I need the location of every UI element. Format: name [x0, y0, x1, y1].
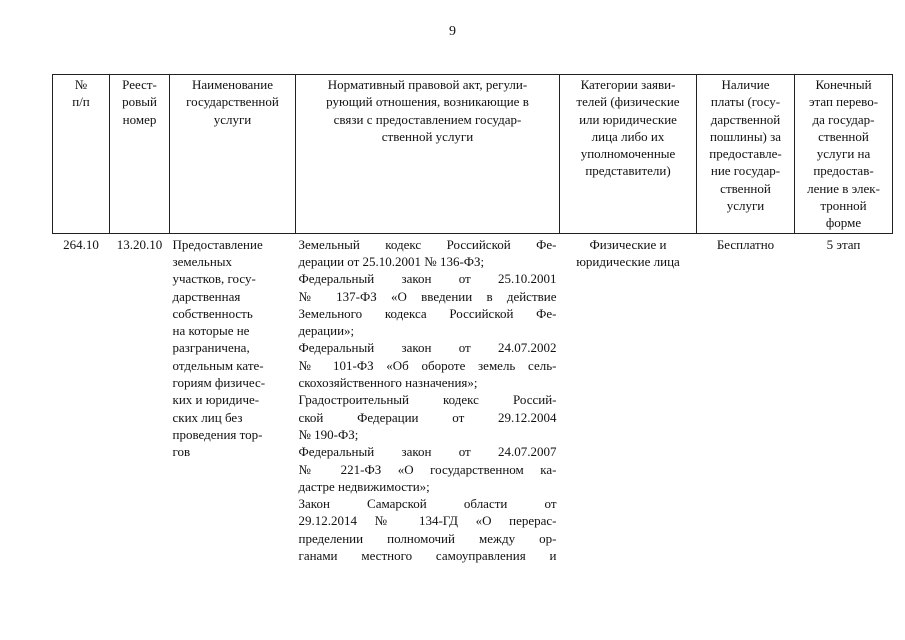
cell-final-stage: 5 этап — [826, 236, 861, 252]
text-line: услуги на — [816, 146, 871, 162]
services-table — [52, 74, 893, 564]
text-line: № 101-ФЗ «Об обороте земель сель- — [298, 357, 557, 373]
text-line: № 190-ФЗ; — [298, 426, 359, 442]
text-line: Земельный кодекс Российской Фе- — [298, 236, 557, 252]
text-line: гориям физичес- — [172, 375, 266, 391]
text-line: Реест- — [122, 77, 157, 92]
header-registry-number — [110, 75, 170, 234]
text-line: № 221-ФЗ «О государственном ка- — [298, 461, 557, 477]
text-line: тронной — [820, 198, 867, 214]
text-line: ких и юридиче- — [172, 392, 260, 408]
text-line: Градостроительный кодекс Россий- — [298, 392, 557, 408]
text-line: отдельным кате- — [172, 357, 264, 373]
text-line: ственной услуги — [381, 128, 474, 144]
text-line: номер — [122, 111, 157, 127]
text-line: дарственной — [710, 111, 781, 127]
text-line: дерации от 25.10.2001 № 136-ФЗ; — [298, 253, 485, 269]
text-line: услуги — [213, 111, 252, 127]
text-line: предоставле- — [709, 146, 782, 162]
text-line: Физические и — [589, 236, 667, 252]
text-line: ровый — [122, 94, 157, 110]
text-line: ской Федерации от 29.12.2004 — [298, 409, 557, 425]
text-line: этап перево- — [808, 94, 879, 110]
text-line: участков, госу- — [172, 271, 256, 287]
text-line: собственность — [172, 305, 253, 321]
text-line: государственной — [186, 94, 279, 110]
table-header-row — [53, 75, 893, 234]
text-line: телей (физические — [576, 94, 680, 110]
text-line: Предоставление — [172, 236, 263, 252]
text-line: рующий отношения, возникающие в — [326, 94, 529, 110]
text-line: дарственная — [172, 288, 241, 304]
header-applicant-categories — [560, 75, 697, 234]
text-line: представители) — [585, 163, 671, 179]
text-line: ственной — [720, 180, 771, 196]
header-service-name — [170, 75, 296, 234]
header-number — [53, 75, 110, 234]
header-final-stage — [795, 75, 893, 234]
text-line: да государ- — [812, 111, 875, 127]
text-line: Федеральный закон от 24.07.2002 — [298, 340, 557, 356]
cell-registry-number: 13.20.10 — [116, 236, 163, 252]
cell-number: 264.10 — [63, 236, 99, 252]
text-line: Федеральный закон от 24.07.2007 — [298, 444, 557, 460]
text-line: № — [74, 77, 88, 92]
text-line: Категории заяви- — [580, 77, 676, 92]
text-line: Наименование — [192, 77, 273, 92]
header-legal-act — [296, 75, 560, 234]
text-line: лица либо их — [591, 128, 665, 144]
text-line: проведения тор- — [172, 426, 263, 442]
text-line: услуги — [726, 198, 765, 214]
text-line: на которые не — [172, 323, 250, 339]
text-line: или юридические — [579, 111, 677, 127]
text-line: предостав- — [813, 163, 874, 179]
text-line: дастре недвижимости»; — [298, 478, 430, 494]
text-line: уполномоченные — [580, 146, 676, 162]
cell-service-name — [170, 233, 296, 564]
page-number: 9 — [449, 24, 456, 39]
text-line: ганами местного самоуправления и — [298, 548, 557, 564]
text-line: разграничена, — [172, 340, 250, 356]
cell-legal-act — [296, 233, 560, 564]
text-line: ние государ- — [710, 163, 781, 179]
text-line: связи с предоставлением государ- — [333, 111, 522, 127]
text-line: Земельного кодекса Российской Фе- — [298, 305, 557, 321]
text-line: п/п — [72, 94, 90, 110]
text-line: Конечный — [815, 77, 872, 92]
text-line: ственной — [818, 128, 869, 144]
text-line: № 137-ФЗ «О введении в действие — [298, 288, 557, 304]
text-line: юридические лица — [576, 253, 680, 269]
text-line: 29.12.2014 № 134-ГД «О перерас- — [298, 513, 557, 529]
text-line: земельных — [172, 253, 233, 269]
text-line: форме — [825, 215, 862, 231]
text-line: ских лиц без — [172, 409, 243, 425]
text-line: Нормативный правовой акт, регули- — [327, 77, 528, 92]
text-line: скохозяйственного назначения»; — [298, 375, 478, 391]
header-fee — [697, 75, 795, 234]
text-line: пределении полномочий между ор- — [298, 530, 557, 546]
text-line: гов — [172, 444, 191, 460]
text-line: Федеральный закон от 25.10.2001 — [298, 271, 557, 287]
text-line: дерации»; — [298, 323, 355, 339]
text-line: Закон Самарской области от — [298, 496, 557, 512]
cell-applicant-categories — [560, 233, 697, 564]
text-line: пошлины) за — [709, 128, 782, 144]
text-line: ление в элек- — [807, 180, 880, 196]
table-row — [53, 233, 893, 564]
text-line: Наличие — [721, 77, 770, 92]
text-line: платы (госу- — [710, 94, 781, 110]
cell-fee: Бесплатно — [716, 236, 775, 252]
